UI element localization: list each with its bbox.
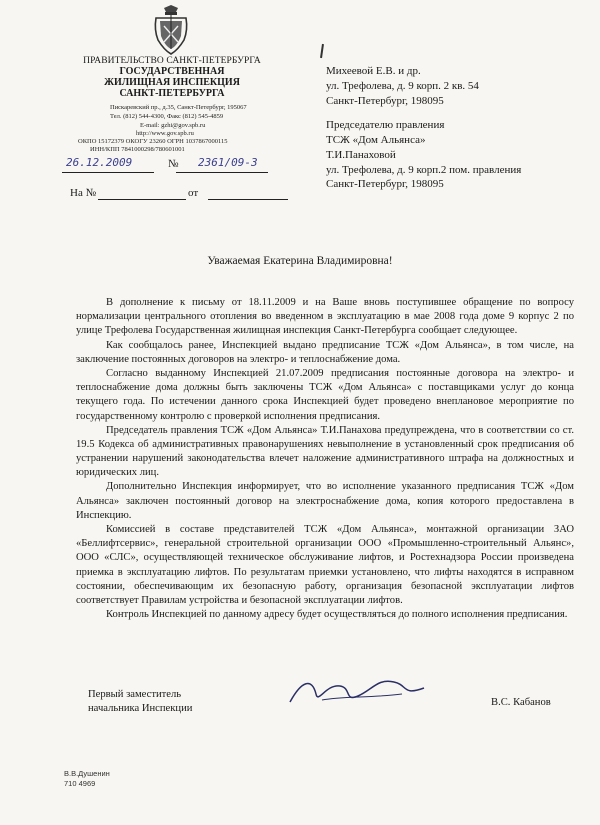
executor-name: В.В.Душенин: [64, 769, 110, 778]
handwritten-signature: [282, 672, 432, 712]
reference-number-label: На №: [70, 187, 97, 199]
reference-date-label: от: [188, 187, 199, 199]
body-paragraph-3: Согласно выданному Инспекцией 21.07.2009 предписания постоянные договора на электро- и теплоснабжение дома должны быть заключены ТСЖ «Дом Альянса» с поставщиками услуг до конца текущего года. По истечении данного срока Инспекцией будет проведено внеплановое мероприятие по государственному контролю с проверкой исполнения предписания.: [76, 367, 574, 422]
reference-number-underline: [98, 199, 186, 200]
addressee-line-2: ул. Трефолева, д. 9 корп. 2 кв. 54: [326, 79, 479, 92]
gov-line-3: ЖИЛИЩНАЯ ИНСПЕКЦИЯ: [104, 77, 240, 89]
issuer-address: Пискаревский пр., д.35, Санкт-Петербург, 195067: [110, 104, 247, 111]
issuer-phones: Тел. (812) 544-4300, Факс (812) 545-4859: [110, 113, 224, 120]
salutation: Уважаемая Екатерина Владимировна!: [207, 255, 393, 267]
addressee-line-8: Санкт-Петербург, 198095: [326, 178, 444, 191]
gov-line-4: САНКТ-ПЕТЕРБУРГА: [119, 88, 225, 100]
addressee-line-5: ТСЖ «Дом Альянса»: [326, 133, 426, 146]
body-paragraph-4: Председатель правления ТСЖ «Дом Альянса» Т.И.Панахова предупреждена, что в соответствии со ст. 19.5 Кодекса об административных правонарушениях невыполнение в установленный срок предписания об устранении нарушений законодательства влечет наложение административного штрафа на должностных и юридических лиц.: [76, 424, 574, 479]
issuer-header: [62, 56, 282, 99]
addressee-block-2: [326, 118, 521, 192]
signer-title-line-1: Первый заместитель: [88, 689, 182, 700]
addressee-line-6: Т.И.Панаховой: [326, 148, 396, 161]
date-underline: [62, 172, 154, 173]
body-paragraph-7: Контроль Инспекцией по данному адресу будет осуществляться до полного исполнения предписания.: [106, 609, 568, 621]
registration-number-label: №: [168, 158, 179, 170]
body-paragraph-5: Дополнительно Инспекция информирует, что во исполнение указанного предписания ТСЖ «Дом Альянса» заключен постоянный договор на электроснабжение дома, копия которого предоставлена в Инспекцию.: [76, 481, 574, 521]
body-paragraph-6: Комиссией в составе представителей ТСЖ «Дом Альянса», монтажной организации ЗАО «Беллифтсервис», генеральной строительной организации ООО «Промышленно-строительный Альянс», ООО «СЛС», осуществляющей техническое обслуживание лифтов, и Ростехнадзора России произведена приемка в эксплуатацию лифтов. По результатам приемки установлено, что лифты находятся в исправном состоянии, обеспечивающим их безопасную работу, организация безопасной эксплуатации лифтов соответствует Правилам устройства и безопасной эксплуатации лифтов.: [76, 524, 574, 606]
signer-title-line-2: начальника Инспекции: [88, 703, 193, 715]
letter-body: [76, 296, 574, 622]
issuer-codes: ОКПО 15172379 ОКОГУ 23260 ОГРН 1037867000115: [78, 138, 228, 145]
body-paragraph-2: Как сообщалось ранее, Инспекцией выдано предписание ТСЖ «Дом Альянса», в том числе, на заключение постоянных договоров на электро- и теплоснабжение дома.: [76, 339, 574, 365]
number-underline: [176, 172, 268, 173]
issuer-web: http://www.gov.spb.ru: [136, 130, 194, 137]
executor-info: [64, 769, 110, 789]
coat-of-arms-emblem: [150, 4, 192, 56]
gov-line-1: ПРАВИТЕЛЬСТВО САНКТ-ПЕТЕРБУРГА: [83, 56, 261, 66]
pen-mark: [320, 44, 324, 58]
addressee-line-7: ул. Трефолева, д. 9 корп.2 пом. правления: [326, 163, 522, 176]
addressee-line-4: Председателю правления: [326, 119, 445, 131]
addressee-block-1: [326, 64, 479, 109]
addressee-line-1: Михеевой Е.В. и др.: [326, 65, 421, 77]
addressee-line-3: Санкт-Петербург, 198095: [326, 94, 444, 107]
registration-date: 26.12.2009: [66, 156, 133, 169]
signer-title: [88, 688, 192, 717]
signer-name: В.С. Кабанов: [491, 697, 551, 708]
issuer-inn: ИНН/КПП 7841000298/780601001: [90, 146, 185, 153]
executor-phone: 710 4969: [64, 778, 96, 788]
gov-line-2: ГОСУДАРСТВЕННАЯ: [119, 66, 225, 78]
issuer-email: E-mail: gzhi@gov.spb.ru: [140, 122, 206, 129]
reference-date-underline: [208, 199, 288, 200]
registration-number: 2361/09-3: [198, 156, 258, 169]
body-paragraph-1: В дополнение к письму от 18.11.2009 и на Ваше вновь поступившее обращение по вопросу нормализации центрального отопления во введенном в эксплуатацию в мае 2008 года доме 9 корпус 2 по улице Трефолева Государственная жилищная инспекция Санкт-Петербурга сообщает следующее.: [76, 297, 574, 337]
